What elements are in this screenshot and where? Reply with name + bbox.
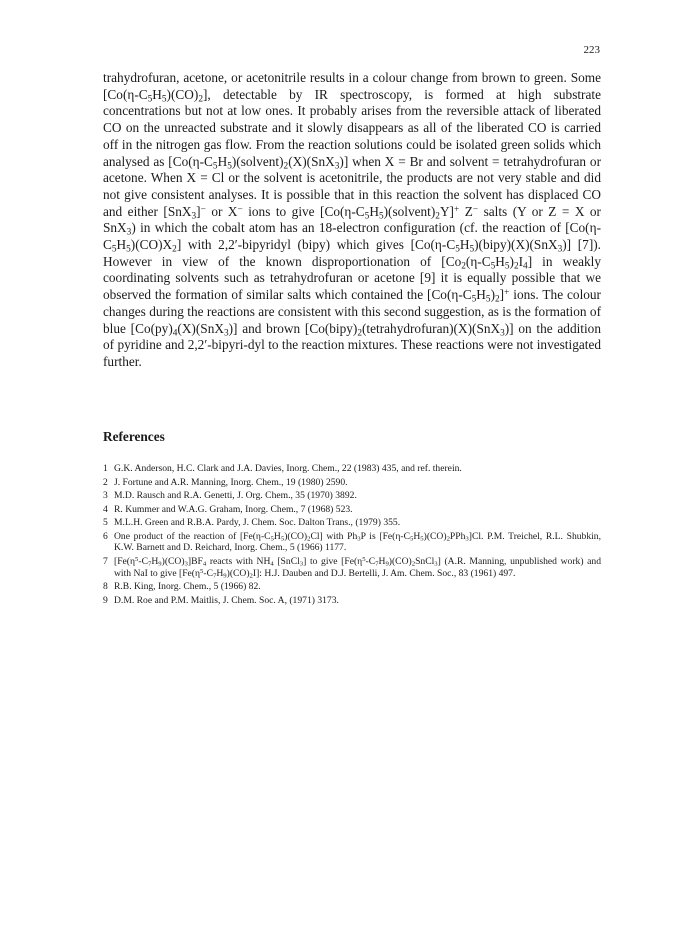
reference-text: D.M. Roe and P.M. Maitlis, J. Chem. Soc. A, (1971) 3173. [114, 594, 339, 606]
page-number: 223 [583, 44, 600, 56]
reference-text: G.K. Anderson, H.C. Clark and J.A. Davies, Inorg. Chem., 22 (1983) 435, and ref. therein. [114, 463, 462, 474]
reference-text: $[Fe(\eta^5-C_7H_9)(CO)_3]BF_4$ reacts with $NH_4$ [SnCl$_3$] to give $[Fe(\eta^5-C_7H_9)(CO)_2SnCl_3]$ (A.R. Manning, unpublished work) and with NaI to give $[Fe(\eta^5-C_7H_9)(CO)_2I]$: H.J. Dauben and D.J. Bertelli, J. Am. Chem. Soc., 83 (1961) 497. [114, 555, 601, 580]
references-list [103, 463, 601, 608]
reference-item [103, 477, 601, 489]
body-paragraph: trahydrofuran, acetone, or acetonitrile results in a colour change from brown to green. Some $[Co(\eta-C_5H_5)(CO)_2]$, detectable by IR spectroscopy, is formed at high substrate concentrations but not at low ones. It probably arises from the reversible attack of liberated CO on the unreacted substrate and it slowly disappears as all of the liberated CO is carried off in the nitrogen gas flow. From the reaction solutions could be isolated green solids which analysed as $[Co(\eta-C_5H_5)(solvent)_2(X)(SnX_3)]$ when X = Br and solvent = tetrahydrofuran or acetone. When X = Cl or the solvent is acetonitrile, the products are not very stable and did not give consistent analyses. It is possible that in this reaction the solvent has displaced CO and either [SnX$_3$]− or X− ions to give $[Co(\eta-C_5H_5)(solvent)_2Y]^+$ Z− salts (Y or Z = X or SnX$_3$) in which the cobalt atom has an 18-electron configuration (cf. the reaction of $[Co(\eta-C_5H_5)(CO)X_2]$ with 2,2′-bipyridyl (bipy) which gives $[Co(\eta-C_5H_5)(bipy)(X)(SnX_3)]$ [7]). However in view of the known disproportionation of $[Co_2(\eta-C_5H_5)_2I_4]$ in weakly coordinating solvents such as tetrahydrofuran or acetone [9] it is equally possible that we observed the formation of similar salts which contained the $[Co(\eta-C_5H_5)_2]^+$ ions. The colour changes during the reactions are consistent with this second suggestion, as is the formation of blue $[Co(py)_4(X)(SnX_3)]$ and brown $[Co(bipy)_2(tetrahydrofuran)(X)(SnX_3)]$ on the addition of pyridine and 2,2′-bipyri-dyl to the reaction mixtures. These reactions were not investigated further. [103, 70, 601, 369]
reference-number: 2 [103, 476, 108, 488]
reference-number: 3 [103, 490, 108, 501]
reference-text: J. Fortune and A.R. Manning, Inorg. Chem., 19 (1980) 2590. [114, 476, 348, 488]
reference-item [103, 504, 601, 516]
reference-number: 6 [103, 530, 108, 542]
reference-item [103, 556, 601, 580]
reference-item [103, 581, 601, 593]
reference-number: 8 [103, 581, 108, 593]
reference-item [103, 517, 601, 529]
reference-number: 9 [103, 594, 108, 606]
reference-number: 4 [103, 503, 108, 515]
reference-number: 5 [103, 517, 108, 528]
reference-text: R.B. King, Inorg. Chem., 5 (1966) 82. [114, 581, 261, 593]
reference-item [103, 490, 601, 502]
reference-item [103, 463, 601, 475]
reference-text: M.D. Rausch and R.A. Genetti, J. Org. Chem., 35 (1970) 3892. [114, 490, 357, 501]
reference-text: R. Kummer and W.A.G. Graham, Inorg. Chem., 7 (1968) 523. [114, 503, 353, 515]
reference-text: M.L.H. Green and R.B.A. Pardy, J. Chem. Soc. Dalton Trans., (1979) 355. [114, 517, 401, 528]
reference-item [103, 595, 601, 607]
reference-number: 7 [103, 555, 108, 567]
references-heading: References [103, 429, 165, 444]
reference-item [103, 531, 601, 555]
reference-text: One product of the reaction of $[Fe(\eta-C_5H_5)(CO)_2Cl]$ with $Ph_3P$ is $[Fe(\eta-C_5H_5)(CO)_2PPh_3]Cl$. P.M. Treichel, R.L. Shubkin, K.W. Barnett and D. Reichard, Inorg. Chem., 5 (1966) 1177. [114, 530, 601, 554]
reference-number: 1 [103, 463, 108, 474]
